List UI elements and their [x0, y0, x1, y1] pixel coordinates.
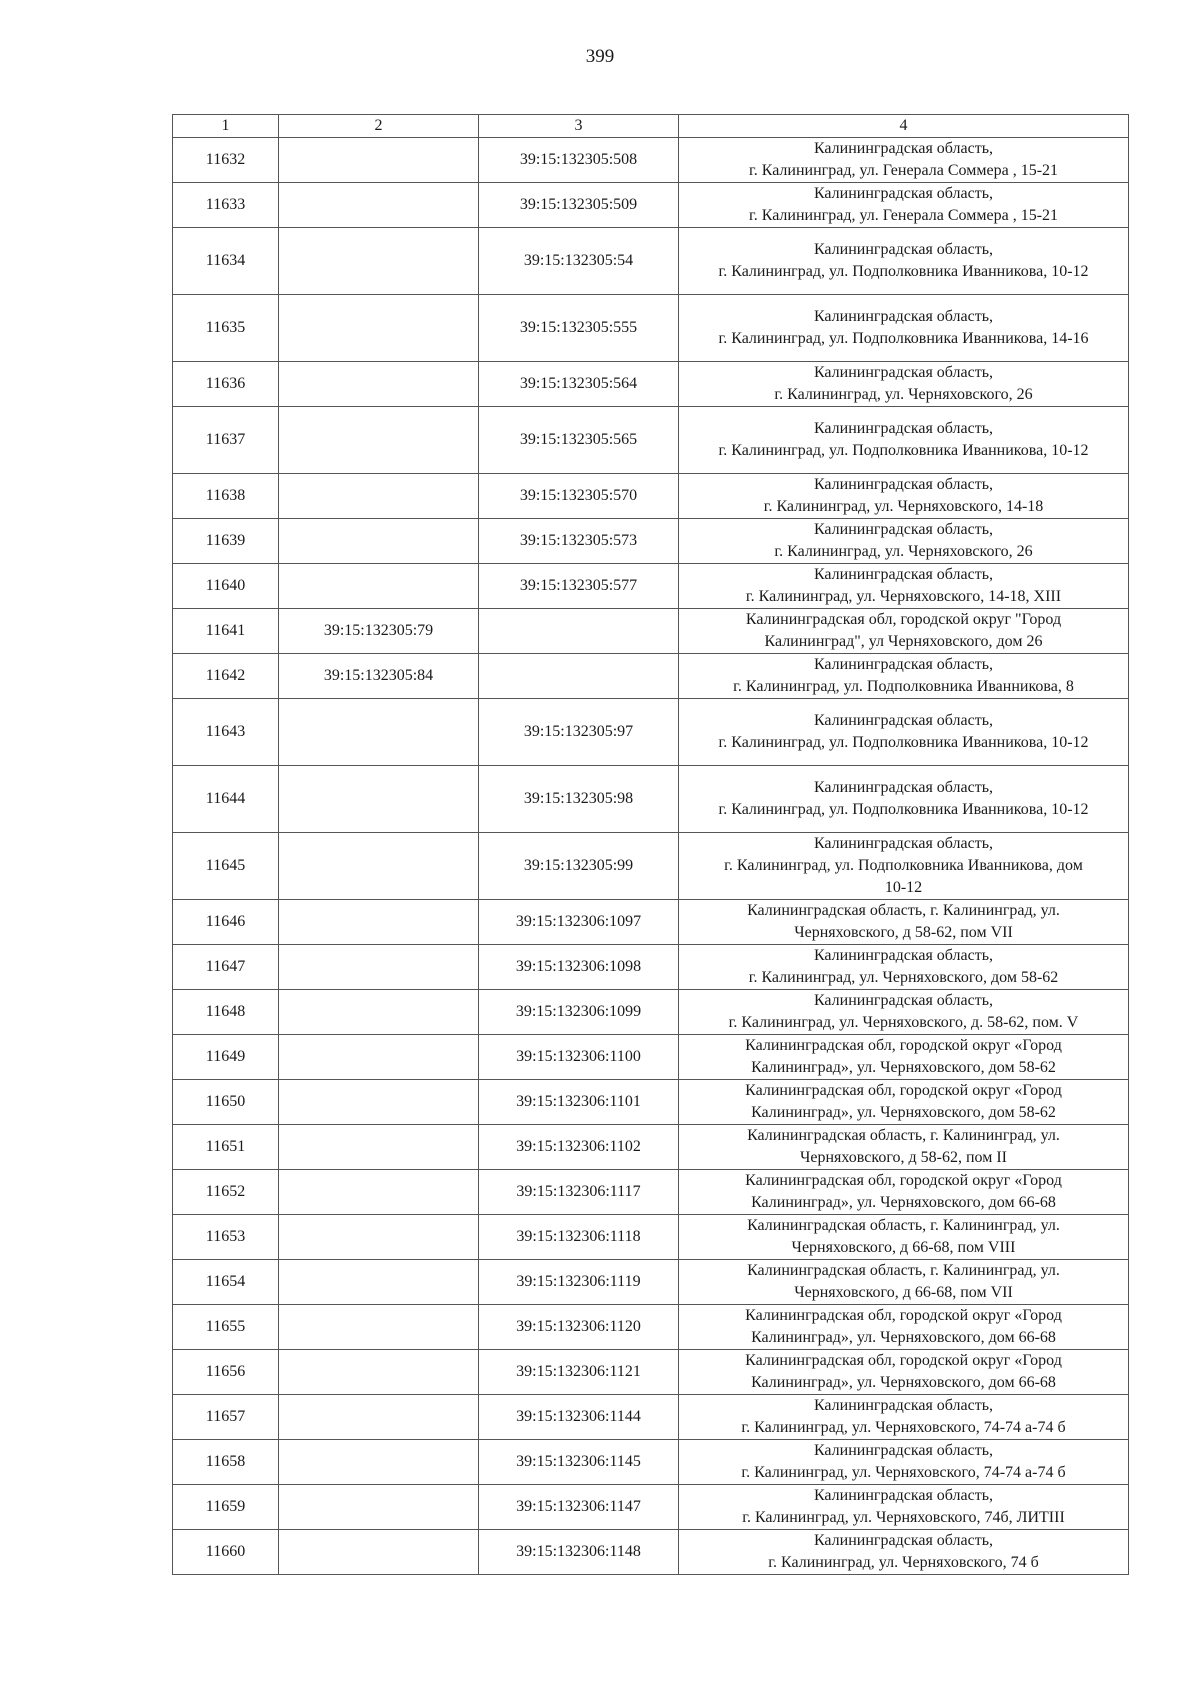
- row-number-cell: 11638: [173, 474, 279, 519]
- column-2-cell: [279, 1395, 479, 1440]
- address-line: г. Калининград, ул. Черняховского, 26: [774, 386, 1033, 403]
- column-2-cell: [279, 228, 479, 295]
- row-number-cell: 11654: [173, 1260, 279, 1305]
- address-line: Калининградская обл, городской округ «Город: [745, 1082, 1062, 1099]
- address-cell: [679, 519, 1129, 564]
- address-line: Черняховского, д 66-68, пом VIII: [791, 1239, 1016, 1256]
- address-line: Калининградская область,: [813, 779, 994, 796]
- address-line: Калининградская обл, городской округ «Город: [745, 1037, 1062, 1054]
- address-line: Калининградская область,: [813, 185, 994, 202]
- row-number-cell: 11645: [173, 833, 279, 900]
- row-number-cell: 11651: [173, 1125, 279, 1170]
- address-line: г. Калининград, ул. Черняховского, 74б, ЛИТIII: [742, 1509, 1065, 1526]
- table-row: [173, 1125, 1129, 1170]
- cadastral-number-cell: 39:15:132306:1098: [479, 945, 679, 990]
- address-line: Черняховского, д 58-62, пом II: [799, 1149, 1007, 1166]
- cadastral-number-cell: 39:15:132305:99: [479, 833, 679, 900]
- column-2-cell: 39:15:132305:84: [279, 654, 479, 699]
- cadastral-number-cell: 39:15:132306:1119: [479, 1260, 679, 1305]
- row-number-cell: 11644: [173, 766, 279, 833]
- cadastral-number-cell: 39:15:132305:97: [479, 699, 679, 766]
- address-cell: [679, 1305, 1129, 1350]
- row-number-cell: 11656: [173, 1350, 279, 1395]
- cadastral-number-cell: 39:15:132306:1145: [479, 1440, 679, 1485]
- table-row: [173, 1350, 1129, 1395]
- row-number-cell: 11649: [173, 1035, 279, 1080]
- address-cell: [679, 1215, 1129, 1260]
- column-2-cell: [279, 833, 479, 900]
- row-number-cell: 11640: [173, 564, 279, 609]
- table-row: [173, 945, 1129, 990]
- table-row: [173, 1530, 1129, 1575]
- table-row: [173, 609, 1129, 654]
- column-2-cell: [279, 1170, 479, 1215]
- row-number-cell: 11653: [173, 1215, 279, 1260]
- address-line: г. Калининград, ул. Черняховского, 74-74 а-74 б: [741, 1464, 1066, 1481]
- cadastral-number-cell: [479, 609, 679, 654]
- row-number-cell: 11657: [173, 1395, 279, 1440]
- column-header-2: 2: [279, 115, 479, 138]
- column-2-cell: [279, 1215, 479, 1260]
- address-cell: [679, 1440, 1129, 1485]
- row-number-cell: 11658: [173, 1440, 279, 1485]
- cadastral-number-cell: 39:15:132305:577: [479, 564, 679, 609]
- cadastral-number-cell: 39:15:132306:1102: [479, 1125, 679, 1170]
- cadastral-number-cell: 39:15:132306:1147: [479, 1485, 679, 1530]
- row-number-cell: 11646: [173, 900, 279, 945]
- address-line: г. Калининград, ул. Черняховского, 14-18, XIII: [745, 588, 1062, 605]
- table-row: [173, 1170, 1129, 1215]
- column-2-cell: [279, 945, 479, 990]
- cadastral-number-cell: 39:15:132305:508: [479, 138, 679, 183]
- cadastral-number-cell: 39:15:132306:1101: [479, 1080, 679, 1125]
- column-2-cell: [279, 699, 479, 766]
- table-row: [173, 564, 1129, 609]
- address-line: Калининградская область,: [813, 1397, 994, 1414]
- address-line: Калининград», ул. Черняховского, дом 58-62: [751, 1104, 1056, 1121]
- column-2-cell: [279, 519, 479, 564]
- header-row: [173, 115, 1129, 138]
- address-line: г. Калининград, ул. Подполковника Иванникова, 10-12: [718, 734, 1089, 751]
- address-line: Калининградская область,: [813, 476, 994, 493]
- table-row: [173, 1485, 1129, 1530]
- column-2-cell: [279, 1530, 479, 1575]
- address-line: г. Калининград, ул. Черняховского, д. 58-62, пом. V: [728, 1014, 1079, 1031]
- table-row: [173, 183, 1129, 228]
- table-row: [173, 407, 1129, 474]
- table-row: [173, 1035, 1129, 1080]
- address-line: Калининградская область,: [813, 420, 994, 437]
- table-row: [173, 295, 1129, 362]
- address-cell: [679, 183, 1129, 228]
- address-line: Калининградская область,: [813, 140, 994, 157]
- page-number: 399: [585, 46, 615, 67]
- address-line: Калининградская область,: [813, 364, 994, 381]
- cadastral-number-cell: 39:15:132305:98: [479, 766, 679, 833]
- row-number-cell: 11635: [173, 295, 279, 362]
- row-number-cell: 11639: [173, 519, 279, 564]
- address-cell: [679, 1260, 1129, 1305]
- column-header-4: 4: [679, 115, 1129, 138]
- address-cell: [679, 407, 1129, 474]
- address-cell: [679, 766, 1129, 833]
- row-number-cell: 11659: [173, 1485, 279, 1530]
- address-line: г. Калининград, ул. Подполковника Иванникова, 10-12: [718, 263, 1089, 280]
- address-line: Калининградская область, г. Калининград, ул.: [747, 1217, 1060, 1234]
- cadastral-number-cell: [479, 654, 679, 699]
- column-2-cell: [279, 362, 479, 407]
- address-cell: [679, 609, 1129, 654]
- cadastral-number-cell: 39:15:132305:54: [479, 228, 679, 295]
- address-line: Калининградская область,: [813, 1487, 994, 1504]
- address-line: Калининград», ул. Черняховского, дом 58-62: [751, 1059, 1056, 1076]
- table-row: [173, 474, 1129, 519]
- address-line: Калининградская область,: [813, 521, 994, 538]
- row-number-cell: 11660: [173, 1530, 279, 1575]
- address-cell: [679, 900, 1129, 945]
- table-row: [173, 699, 1129, 766]
- row-number-cell: 11642: [173, 654, 279, 699]
- table-row: [173, 833, 1129, 900]
- address-line: Калининградская область,: [813, 308, 994, 325]
- cadastral-number-cell: 39:15:132306:1097: [479, 900, 679, 945]
- registry-table: [172, 114, 1129, 1575]
- row-number-cell: 11637: [173, 407, 279, 474]
- row-number-cell: 11636: [173, 362, 279, 407]
- column-2-cell: [279, 138, 479, 183]
- row-number-cell: 11652: [173, 1170, 279, 1215]
- cadastral-number-cell: 39:15:132305:509: [479, 183, 679, 228]
- cadastral-number-cell: 39:15:132306:1118: [479, 1215, 679, 1260]
- address-cell: [679, 833, 1129, 900]
- table-row: [173, 228, 1129, 295]
- row-number-cell: 11633: [173, 183, 279, 228]
- address-line: Черняховского, д 58-62, пом VII: [794, 924, 1013, 941]
- column-2-cell: [279, 1080, 479, 1125]
- column-2-cell: [279, 1305, 479, 1350]
- address-cell: [679, 564, 1129, 609]
- table-row: [173, 900, 1129, 945]
- table-row: [173, 519, 1129, 564]
- address-line: г. Калининград, ул. Черняховского, 74-74 а-74 б: [741, 1419, 1066, 1436]
- address-line: Калининградская область,: [813, 241, 994, 258]
- address-line: Калининградская обл, городской округ «Город: [745, 1352, 1062, 1369]
- cadastral-number-cell: 39:15:132305:555: [479, 295, 679, 362]
- address-line: Калининградская область, г. Калининград, ул.: [747, 1127, 1060, 1144]
- row-number-cell: 11641: [173, 609, 279, 654]
- address-line: г. Калининград, ул. Подполковника Иванникова, 10-12: [718, 442, 1089, 459]
- column-2-cell: [279, 1125, 479, 1170]
- address-line: Калининградская область,: [813, 1442, 994, 1459]
- address-line: г. Калининград, ул. Черняховского, 26: [774, 543, 1033, 560]
- table-row: [173, 1215, 1129, 1260]
- column-2-cell: [279, 295, 479, 362]
- address-line: г. Калининград, ул. Черняховского, дом 58-62: [748, 969, 1059, 986]
- column-2-cell: [279, 564, 479, 609]
- address-line: Черняховского, д 66-68, пом VII: [794, 1284, 1013, 1301]
- column-2-cell: [279, 1485, 479, 1530]
- column-2-cell: [279, 766, 479, 833]
- address-cell: [679, 699, 1129, 766]
- column-2-cell: [279, 900, 479, 945]
- address-line: Калининградская область,: [813, 566, 994, 583]
- address-cell: [679, 138, 1129, 183]
- table-body: [173, 138, 1129, 1575]
- row-number-cell: 11647: [173, 945, 279, 990]
- cadastral-number-cell: 39:15:132305:573: [479, 519, 679, 564]
- address-line: г. Калининград, ул. Черняховского, 14-18: [763, 498, 1044, 515]
- address-line: Калининградская обл, городской округ «Город: [745, 1172, 1062, 1189]
- table-row: [173, 138, 1129, 183]
- address-cell: [679, 474, 1129, 519]
- column-header-1: 1: [173, 115, 279, 138]
- address-line: Калининградская область,: [813, 835, 994, 852]
- table-row: [173, 654, 1129, 699]
- address-line: г. Калининград, ул. Подполковника Иванникова, 8: [733, 678, 1074, 695]
- row-number-cell: 11650: [173, 1080, 279, 1125]
- row-number-cell: 11632: [173, 138, 279, 183]
- address-cell: [679, 1395, 1129, 1440]
- cadastral-number-cell: 39:15:132305:565: [479, 407, 679, 474]
- address-cell: [679, 1485, 1129, 1530]
- address-line: г. Калининград, ул. Подполковника Иванникова, дом: [724, 857, 1083, 874]
- table-row: [173, 1440, 1129, 1485]
- address-cell: [679, 228, 1129, 295]
- address-cell: [679, 1170, 1129, 1215]
- table-row: [173, 766, 1129, 833]
- table-row: [173, 1395, 1129, 1440]
- cadastral-number-cell: 39:15:132306:1117: [479, 1170, 679, 1215]
- cadastral-number-cell: 39:15:132305:564: [479, 362, 679, 407]
- address-cell: [679, 295, 1129, 362]
- address-line: Калининград», ул. Черняховского, дом 66-68: [751, 1329, 1056, 1346]
- address-line: Калининградская область, г. Калининград, ул.: [747, 902, 1060, 919]
- row-number-cell: 11634: [173, 228, 279, 295]
- cadastral-number-cell: 39:15:132305:570: [479, 474, 679, 519]
- address-line: Калининградская область,: [813, 1532, 994, 1549]
- address-cell: [679, 362, 1129, 407]
- column-2-cell: [279, 1035, 479, 1080]
- address-cell: [679, 990, 1129, 1035]
- address-line: Калининград», ул. Черняховского, дом 66-68: [751, 1374, 1056, 1391]
- table-row: [173, 1305, 1129, 1350]
- column-2-cell: [279, 990, 479, 1035]
- address-line: Калининградская область,: [813, 712, 994, 729]
- address-line: Калининградская область,: [813, 992, 994, 1009]
- row-number-cell: 11655: [173, 1305, 279, 1350]
- address-line: г. Калининград, ул. Подполковника Иванникова, 14-16: [718, 330, 1089, 347]
- column-header-3: 3: [479, 115, 679, 138]
- column-2-cell: [279, 183, 479, 228]
- address-line: Калининградская обл, городской округ «Город: [745, 1307, 1062, 1324]
- column-2-cell: 39:15:132305:79: [279, 609, 479, 654]
- address-cell: [679, 1080, 1129, 1125]
- address-line: Калининградская область,: [813, 947, 994, 964]
- address-cell: [679, 1530, 1129, 1575]
- address-line: Калининградская область, г. Калининград, ул.: [747, 1262, 1060, 1279]
- table-row: [173, 1260, 1129, 1305]
- address-cell: [679, 654, 1129, 699]
- cadastral-number-cell: 39:15:132306:1120: [479, 1305, 679, 1350]
- address-line: г. Калининград, ул. Генерала Соммера , 15-21: [748, 207, 1059, 224]
- address-line: г. Калининград, ул. Генерала Соммера , 15-21: [748, 162, 1059, 179]
- address-line: Калининград", ул Черняховского, дом 26: [764, 633, 1043, 650]
- cadastral-number-cell: 39:15:132306:1099: [479, 990, 679, 1035]
- address-cell: [679, 945, 1129, 990]
- address-cell: [679, 1125, 1129, 1170]
- column-2-cell: [279, 1260, 479, 1305]
- table-row: [173, 1080, 1129, 1125]
- column-2-cell: [279, 1350, 479, 1395]
- cadastral-number-cell: 39:15:132306:1148: [479, 1530, 679, 1575]
- cadastral-number-cell: 39:15:132306:1100: [479, 1035, 679, 1080]
- address-line: г. Калининград, ул. Черняховского, 74 б: [768, 1554, 1039, 1571]
- row-number-cell: 11648: [173, 990, 279, 1035]
- cadastral-number-cell: 39:15:132306:1144: [479, 1395, 679, 1440]
- address-line: Калининград», ул. Черняховского, дом 66-68: [751, 1194, 1056, 1211]
- address-line: Калининградская обл, городской округ "Город: [745, 611, 1062, 628]
- address-line: Калининградская область,: [813, 656, 994, 673]
- column-2-cell: [279, 1440, 479, 1485]
- cadastral-number-cell: 39:15:132306:1121: [479, 1350, 679, 1395]
- address-line: г. Калининград, ул. Подполковника Иванникова, 10-12: [718, 801, 1089, 818]
- address-cell: [679, 1350, 1129, 1395]
- column-2-cell: [279, 474, 479, 519]
- address-cell: [679, 1035, 1129, 1080]
- table-row: [173, 362, 1129, 407]
- row-number-cell: 11643: [173, 699, 279, 766]
- address-line: 10-12: [884, 879, 923, 896]
- column-2-cell: [279, 407, 479, 474]
- table-row: [173, 990, 1129, 1035]
